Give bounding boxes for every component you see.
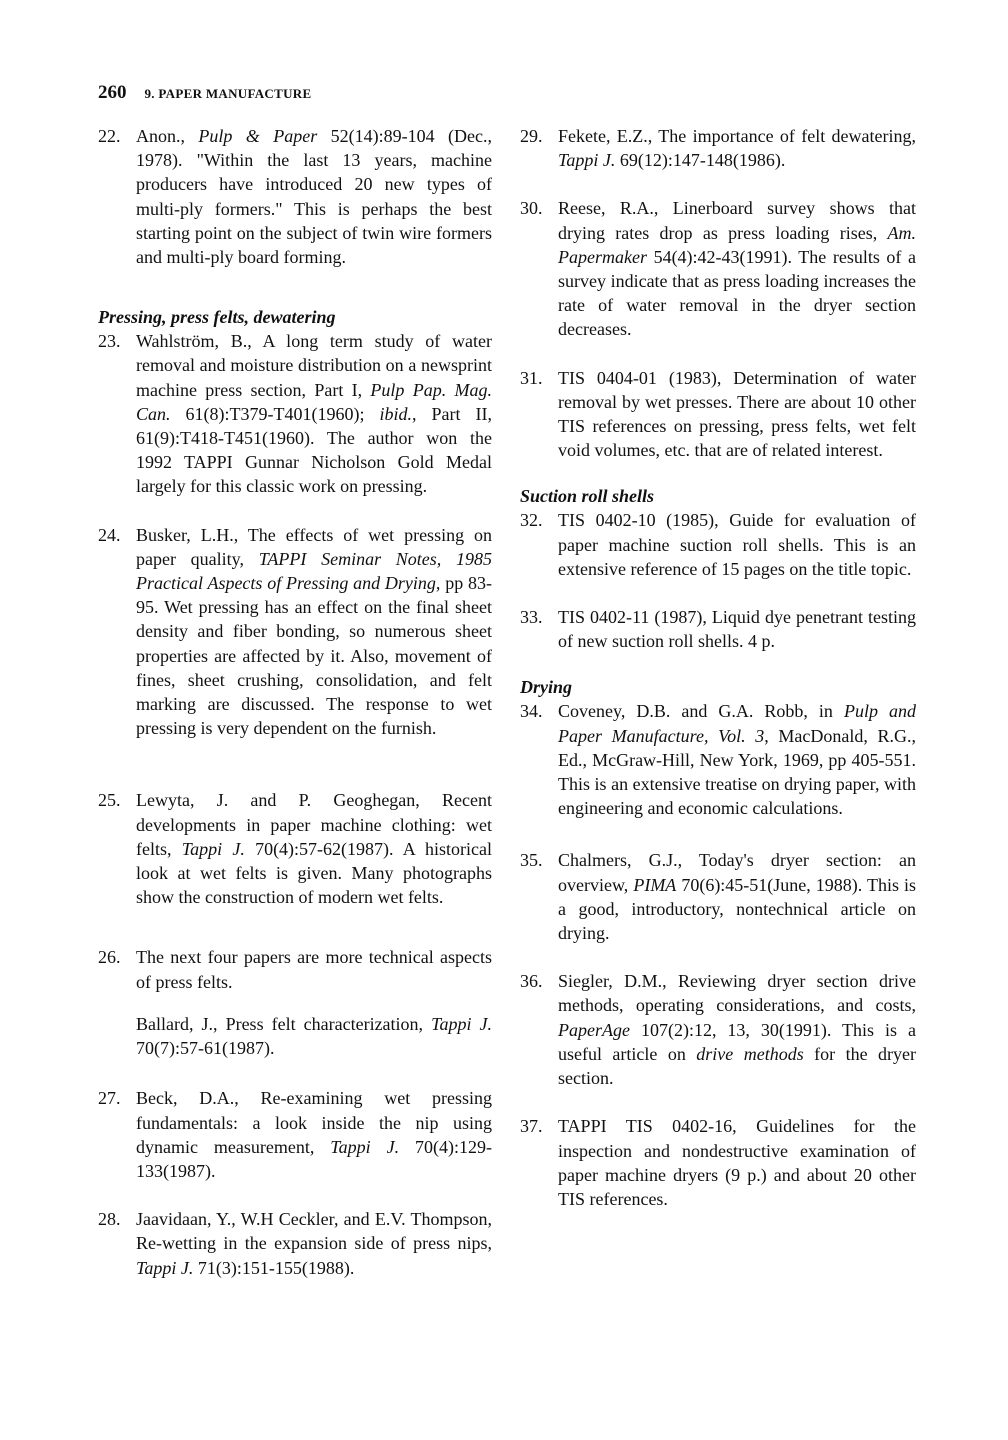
reference-28 bbox=[98, 1207, 492, 1280]
reference-text: Anon., Pulp & Paper 52(14):89-104 (Dec., 1978). "Within the last 13 years, machine producers have introduced 20 new types of multi-ply formers." This is perhaps the best starting point on the subject of twin wire formers and multi-ply board forming. bbox=[136, 126, 492, 268]
reference-number: 29. bbox=[520, 126, 543, 146]
reference-37 bbox=[520, 1114, 916, 1211]
reference-number: 35. bbox=[520, 850, 543, 871]
reference-number: 22. bbox=[98, 126, 121, 146]
reference-text: Coveney, D.B. and G.A. Robb, in Pulp and Paper Manufacture, Vol. 3, MacDonald, R.G., Ed., McGraw-Hill, New York, 1969, pp 405-551. This is an extensive treatise on drying paper, with engineering and economic calculations. bbox=[558, 701, 916, 819]
reference-23 bbox=[98, 329, 492, 498]
reference-text: Chalmers, G.J., Today's dryer section: an overview, PIMA 70(6):45-51(June, 1988). This is a good, introductory, nontechnical article on drying. bbox=[558, 850, 916, 944]
reference-32 bbox=[520, 508, 916, 581]
reference-number: 27. bbox=[98, 1088, 121, 1109]
section-heading-pressing: Pressing, press felts, dewatering bbox=[98, 307, 336, 328]
reference-text: Siegler, D.M., Reviewing dryer section drive methods, operating considerations, and costs, PaperAge 107(2):12, 13, 30(1991). This is a useful article on drive methods for the dryer section. bbox=[558, 971, 916, 1089]
reference-number: 24. bbox=[98, 524, 121, 545]
reference-25 bbox=[98, 788, 492, 909]
reference-26 bbox=[98, 945, 492, 1060]
reference-36 bbox=[520, 969, 916, 1090]
running-title: 9. PAPER MANUFACTURE bbox=[144, 86, 312, 101]
reference-text: TIS 0402-11 (1987), Liquid dye penetrant testing of new suction roll shells. 4 p. bbox=[558, 607, 916, 652]
reference-24 bbox=[98, 523, 492, 741]
reference-number: 34. bbox=[520, 701, 543, 722]
reference-27 bbox=[98, 1086, 492, 1183]
right-column bbox=[520, 124, 916, 1211]
reference-text: Wahlström, B., A long term study of water removal and moisture distribution on a newsprint machine press section, Part I, Pulp Pap. Mag. Can. 61(8):T379-T401(1960); ibid., Part II, 61(9):T418-T451(1960). The author won the 1992 TAPPI Gunnar Nicholson Gold Medal largely for this classic work on pressing. bbox=[136, 331, 493, 497]
reference-number: 31. bbox=[520, 367, 543, 388]
reference-22 bbox=[98, 124, 492, 269]
reference-text: The next four papers are more technical aspects of press felts. bbox=[136, 947, 492, 992]
reference-29 bbox=[520, 124, 916, 172]
reference-text: Reese, R.A., Linerboard survey shows that drying rates drop as press loading rises, Am. Papermaker 54(4):42-43(1991). The results of a survey indicate that as press loading increases the rate of water removal in the dryer section decreases. bbox=[558, 198, 916, 340]
reference-number: 25. bbox=[98, 790, 121, 811]
reference-text: Lewyta, J. and P. Geoghegan, Recent developments in paper machine clothing: wet felts, Tappi J. 70(4):57-62(1987). A historical look at wet felts is given. Many photographs show the construction of modern wet felts. bbox=[136, 790, 492, 908]
reference-text: TIS 0402-10 (1985), Guide for evaluation of paper machine suction roll shells. This is an extensive reference of 15 pages on the title topic. bbox=[558, 510, 916, 579]
left-column bbox=[98, 124, 492, 1280]
reference-text: Busker, L.H., The effects of wet pressing on paper quality, TAPPI Seminar Notes, 1985 Practical Aspects of Pressing and Drying, pp 83-95. Wet pressing has an effect on the final sheet density and fiber bonding, so numerous sheet properties are affected by it. Also, movement of fines, sheet crushing, consolidation, and felt marking are discussed. The response to wet pressing is very dependent on the furnish. bbox=[136, 524, 492, 739]
reference-number: 28. bbox=[98, 1209, 121, 1230]
page-header bbox=[98, 82, 311, 106]
reference-30 bbox=[520, 196, 916, 341]
reference-text: Ballard, J., Press felt characterization, Tappi J. 70(7):57-61(1987). bbox=[136, 1013, 492, 1059]
reference-33 bbox=[520, 605, 916, 653]
reference-number: 33. bbox=[520, 607, 543, 628]
reference-number: 23. bbox=[98, 331, 121, 352]
reference-number: 37. bbox=[520, 1116, 543, 1137]
section-heading-drying: Drying bbox=[520, 677, 573, 698]
reference-text: TAPPI TIS 0402-16, Guidelines for the inspection and nondestructive examination of paper machine dryers (9 p.) and about 20 other TIS references. bbox=[558, 1116, 916, 1209]
reference-34 bbox=[520, 699, 916, 820]
reference-text: Fekete, E.Z., The importance of felt dewatering, Tappi J. 69(12):147-148(1986). bbox=[558, 126, 916, 171]
reference-number: 36. bbox=[520, 971, 543, 992]
section-heading-suction-roll-shells: Suction roll shells bbox=[520, 486, 655, 507]
reference-text: TIS 0404-01 (1983), Determination of water removal by wet presses. There are about 10 other TIS references on pressing, press felts, wet felt void volumes, etc. that are of related interest. bbox=[558, 367, 916, 461]
page-number: 260 bbox=[98, 82, 127, 103]
reference-number: 26. bbox=[98, 947, 121, 968]
reference-number: 30. bbox=[520, 198, 543, 219]
reference-number: 32. bbox=[520, 510, 543, 531]
reference-text: Jaavidaan, Y., W.H Ceckler, and E.V. Thompson, Re-wetting in the expansion side of press nips, Tappi J. 71(3):151-155(1988). bbox=[136, 1209, 492, 1278]
reference-35 bbox=[520, 848, 916, 945]
reference-text: Beck, D.A., Re-examining wet pressing fundamentals: a look inside the nip using dynamic measurement, Tappi J. 70(4):129-133(1987). bbox=[136, 1088, 492, 1181]
reference-31 bbox=[520, 366, 916, 463]
